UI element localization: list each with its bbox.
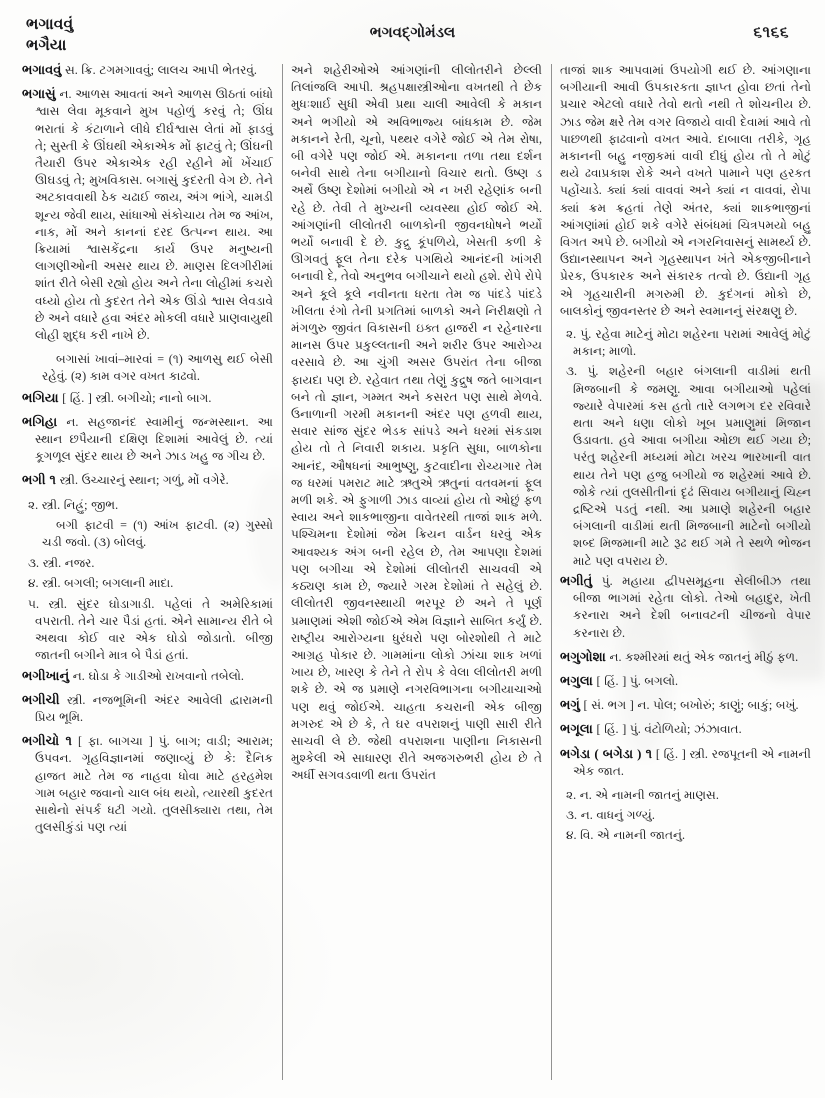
entry-sense: [560, 827, 811, 844]
entry-sense: [22, 596, 273, 665]
entry-headword: ભગાસું: [22, 87, 56, 102]
entry-headword: ભગીચી: [22, 692, 60, 707]
page-number: ૬૧૬૬: [753, 24, 789, 41]
dictionary-entry: [22, 86, 273, 344]
dictionary-entry: [22, 390, 273, 407]
book-title: ભગવદ્ગોમંડલ: [369, 25, 456, 41]
entry-text: ૨. સ્ત્રી. નિહ્રું; જીભ.: [28, 497, 119, 512]
entry-example: [22, 517, 273, 551]
entry-headword: ભગીચો ૧: [22, 734, 72, 749]
entry-text: ન. આળસ આવતાં અને આળસ ઊઠતાં બાંધો શ્વાસ લેવા મૂકવાને મુખ પહોળું કરવું તે; ઊંઘ ભરાતાં કે કંટાળાને લીધે દીર્ઘશ્વાસ લેતાં મોં ફાડવું તે; સુસ્તી કે ઊંઘથી એકાએક મોં ફાટવું તે; ઊંઘની તૈયારી ઉપર એકાએક રહી રહીને મોં ખેંચાઈ ઊઘડવું તે; મુખવિકાસ. બગાસું કુદરતી વેગ છે. તેને અટકાવવાથી ઠેક ચઢાઈ જાય, અંગ ભાંગે, ચામડી શૂન્ય જેવી થાય, સાંધાઓ સંકોચાય તેમ જ આંખ, નાક, મોં અને કાનનાં દરદ ઉત્પન્ન થાય. આ ક્રિયામાં શ્વાસકેંદ્રના કાર્ય ઉપર મનુષ્યની લાગણીઓની અસર થાય છે. માણસ દિલગીરીમાં શાંત રીતે બેસી રહ્યો હોય અને તેના લોહીમાં કચરો વધ્યો હોય તો કુદરત તેને એક ઊંડો શ્વાસ લેવડાવે છે અને વધારે હવા અંદર મોકલી વધારે પ્રાણવાયુથી લોહી શુદ્ધ કરી નાખે છે.: [35, 87, 273, 343]
dictionary-entry: [22, 668, 273, 685]
entry-headword: ભગુલા: [560, 673, 593, 688]
entry-sense: [560, 807, 811, 824]
entry-headword: ભગેડા ( બગેડા ) ૧: [560, 746, 653, 761]
dictionary-entry: [560, 649, 811, 666]
text-column-1: [18, 62, 283, 1090]
entry-sense: [22, 497, 273, 514]
dictionary-entry: [560, 746, 811, 780]
entry-text: ન. સહજાનંદ સ્વામીનું જન્મસ્થાન. આ સ્થાન છપૈયાની દક્ષિણ દિશામાં આવેલું છે. ત્યાં કૂગળૂલ સુંદર થાય છે અને ઝાડ ખહુ જ ગીચ છે.: [35, 414, 273, 464]
dictionary-entry: [22, 62, 273, 79]
guide-word-last: ભગૈયા: [26, 37, 67, 54]
text-column-3: [552, 62, 813, 1090]
entry-text: ૩. પું. શહેરની બહાર બંગલાની વાડીમાં થતી મિજબાની કે જમણુ. આવા બગીયાઓ પહેલાં જ્યારે વેપારમાં કસ હતો તારે લગભગ દર રવિવારે થતા અને ધણા લોકો ખૂબ પ્રમાણુમાં મિજાન ઉડાવતા. હવે આવા બગીયા ઓછા થઈ ગયા છે; પરંતુ શહેરની મધ્યમાં મોટા ખરચ ભારખાની વાત થાય તેને પણ હજુ બગીયો જ શહેરમાં આવે છે. જોકે ત્યાં તુલસીતીનાં દૃઢં સિવાય બગીયાનું ચિહ્ન દ્રષ્ટિએ પડતું નથી. આ પ્રમાણે શહેરની બહાર બંગલાની વાડીમાં થતી મિજબાની માટેનો બગીયો શબ્દ મિજમાની માટે રૂઢ થઈ ગમે તે સ્થળે ભોજન માટે પણ વપરાય છે.: [566, 364, 811, 568]
entry-text: બગી ફાટવી = (૧) આંખ ફાટવી. (૨) ગુસ્સો ચડી જવો. (૩) બોલવું.: [42, 517, 273, 550]
entry-text: ૩. ન. વાધનું ગળ્યું.: [566, 808, 655, 823]
dictionary-entry: [22, 692, 273, 726]
column-container: [18, 62, 813, 1090]
entry-headword: ભગું: [560, 698, 580, 713]
entry-text: ન. ઘોડા કે ગાડીઓ રાખવાનો તબેલો.: [69, 668, 244, 683]
dictionary-entry: [560, 573, 811, 642]
dictionary-entry: [22, 733, 273, 836]
entry-headword: ભગિહા: [22, 414, 58, 429]
entry-text: [ હિં. ] સ્ત્રી. બગીચો; નાનો બાગ.: [58, 390, 212, 405]
entry-text: [ હિં. ] પું. વંટોળિયો; ઝંઝાવાત.: [592, 722, 742, 737]
entry-continuation: [560, 62, 811, 320]
entry-text: ન. કશ્મીરમાં થતું એક જાતનું મીઠું ફળ.: [605, 649, 799, 664]
entry-sense: [22, 575, 273, 592]
entry-headword: ભગીતું: [560, 573, 593, 588]
entry-sense: [22, 555, 273, 572]
entry-text: ૩. સ્ત્રી. નજર.: [28, 556, 95, 571]
entry-text: સ્ત્રી. નજભૂમિની અંદર આવેલી દ્વારામની પ્રિય ભૂમિ.: [35, 692, 273, 724]
entry-text: સ. ક્રિ. ટગમગાવવું; લાલચ આપી ભેતરવું.: [61, 63, 257, 77]
entry-text: પું. મહાયા દ્વીપસમૂહના સેલીબીઝ તથા બીજા ભાગમાં રહેતા લોકો. તેઓ બહાદુર, ખેતી કરનારા અને દેશી બનાવટની ચીજનો વેપાર કરનારા છે.: [573, 573, 811, 640]
entry-text: ૫. સ્ત્રી. સુંદર ઘોડાગાડી. પહેલાં તે અમેરિકામાં વપરાતી. તેને ચાર પૈડાં હતાં. એને સામાન્ય રીતે બે અથવા કોઈ વાર એક ઘોડો જોડાતો. બીજી જાતની બગીને માત્ર બે પૈડાં હતાં.: [28, 596, 273, 663]
dictionary-entry: [22, 472, 273, 489]
entry-text: ૪. વિ. એ નામની જાતનું.: [566, 828, 686, 843]
entry-text: સ્ત્રી. ઉચ્ચારનું સ્થાન; ગળું, મોં વગેરે.: [55, 473, 229, 488]
dictionary-entry: [560, 673, 811, 690]
entry-text: બગાસાં ખાવાં–મારવાં = (૧) આળસુ થઈ બેસી રહેવું. (૨) કામ વગર વખત કાઢવો.: [42, 352, 273, 384]
entry-headword: ભગિયા: [22, 390, 59, 405]
entry-continuation: [291, 62, 542, 785]
entry-headword: ભગુગોશા: [560, 649, 606, 664]
entry-sense: [560, 787, 811, 804]
entry-text: ૨. પું. રહેવા માટેનું મોટા શહેરના પરામાં આવેલું મોટું મકાન; માળો.: [566, 327, 811, 359]
entry-sense: [560, 326, 811, 360]
entry-text: અને શહેરીઓએ આંગણાંની લીલોતરીને છેલ્લી તિલાંજલિ આપી. શ્રહપક્ષાસ્ત્રીઓના વખતથી તે છેક મુધઃશાર્ઇ સુધી એવી પ્રથા ચાલી આવેલી કે મકાન અને ભગીયો એ અવિભાજ્ય બાંધકામ છે. જેમ મકાનને રેતી, ચૂનો, પથ્થર વગેરે જોઈ એ તેમ રોષા, બી વગેરે પણ જોઈ એ. મકાનના તળા તથા દર્શન બનેવી સાથે તેના બગીયાનો વિચાર થતો. ઉષ્ણ ડ અર્થે ઉષ્ણ દેશોમાં બગીયો એ ન ખરી રહેણાંક બની રહે છે. તેવી તે મુખ્યની વ્યવસ્થા હોઈ જોઈ એ. આંગણાંની લીલોતરી બાળકોની જીવનધોષને ભર્યો ભર્યો બનાવી દે છે. કુદ્રુ કૂંપળિયે, ખેસતી કળી કે ઊગવતું ફૂલ તેના દરેક પગથિયે આનંદની ખાંગરી બનાવી દે, તેવો અનુભવ બગીચાને થયો હશે. રોપે રોપે અને કૂલે કૂલે નવીનતા ધરતા તેમ જ પાંદડે પાંદડે ખીલતા રંગો તેની પ્રગતિમાં બાળકો અને નિરીક્ષણો તે મંગળુરુ જીવંત વિકાસની ઇક્ત હાજરી ન રહેનારના માનસ ઉપર પ્રકુલ્લતાની અને શરીર ઉપર આરોગ્ય વરસાવે છે. આ ચુંગી અસર ઉપરાંત તેના બીજા ફાયદા પણ છે. રહેવાત તથા તેણું કુદ્રુષ જતે બાગવાન બને તો જ્ઞાન, ગમ્મત અને કસરત પણ સાથે મેળવે. ઉનાળાની ગરમી મકાનની અંદર પણ હળવી થાય, સવાર સાંજ સુંદર ભેડક સાંપડે અને ધરમાં સંકડાશ હોય તો તે નિવારી શકાય. પ્રકૃતિ સુધા, બાળકોના આનંદ, ઔષધનાં આભુષ્ણુ, કુટવાદીના રોચ્યગાર તેમ જ ધરમાં પમરાટ માટે ઋતુએ ઋતુનાં વતવમનાં ફૂલ મળી શકે. એ ફુગાળી ઝાડ વાવ્યાં હોય તો ઓછું ફળ સ્વાય અને શાકભાજીના વાવેતરથી તાજાં શાક મળે. પશ્ચિમના દેશોમાં જેમ ક્રિયન વાર્ડન ધરવું એક આવશ્યક અંગ બની રહેલ છે, તેમ આપણા દેશમાં પણ બગીચા એ દેશોમાં લીલોતરી સાચવવી એ કઠ્યણ કામ છે, જ્યારે ગરમ દેશોમાં તે સહેલું છે. લીલોતરી જીવનસ્થાયી ભરપૂર છે અને તે પૂર્ણ પ્રમાણમાં એશી જોઈએ એમ વિજ્ઞાને સાબિત કર્યું છે. રાષ્ટ્રીય આરોગ્યના ધુરંધરો પણ બોરશોથી તે માટે આગ્રહ પોકાર છે. ગામમાંના લોકો ઝાંચા શાક ખળાં ખાય છે, ખારણ કે તેને તે રોપ કે વેલા લીલોતરી મળી શકે છે. એ જ પ્રમાણે નગરવિભાગના બગીયાચાઓ પણ થવું જોઈએ. ચાહતા કચરાની એક બીજી મગરુદ એ છે કે, તે ઘર વપરાશનું પાણી સારી રીતે સાચવી લે છે. જેથી વપરાશના પાણીના નિકાસની મુશ્કેલી એ સાધારણ રીતે અજગરુભરી હોય છે તે અર્ધી સગવડવાળી થતા ઉપરાંત: [291, 63, 542, 783]
entry-sense: [560, 363, 811, 569]
entry-text: ૪. સ્ત્રી. બગલી; બગલાની માદા.: [28, 576, 174, 591]
entry-text: ૨. ન. એ નામની જાતનું માણસ.: [566, 787, 719, 802]
entry-example: [22, 351, 273, 385]
dictionary-entry: [22, 414, 273, 466]
entry-text: [ સં. ભગ ] ન. પોલ; બખોરું; કાણું; બાકું; બખું.: [579, 698, 799, 713]
entry-text: તાજાં શાક આપવામાં ઉપયોગી થઈ છે. આંગણાના બગીયાની આવી ઉપકારકતા જ્ઞાપ્ત હોવા છતાં તેનો પ્રચાર એટલો વધારે તેવો થતો નથી તે શોચનીય છે. ઝાડ જેમ ક્ષરે તેમ વગર વિજાયે વાવી દેવામાં આવે તો પાછળથી ફાઢવાનો વખત આવે. દાબાલા તરીકે, ગૃહ મકાનની બહુ નજીકમાં વાવી દીધું હોય તો તે મોટું થયે ઢવાપ્રકાશ રોકે અને વખતે પામાને પણ હરકત પહોંચાડે. ક્યાંં ક્યાં વાવવાં અને ક્યાં ન વાવવાં, રોપા ક્યાં ક્રમ ક્રહતાં તેણે અંતર, ક્યાં શાકભાજીનાં આંગણાંમાં હોઈ શકે વગેરે સંબંધમાં ચિત્રપમયો બહુ વિગત અપે છે. બગીયો એ નગરનિવાસનું સામર્થ્ય છે. ઉદ્યાનસ્થાપન અને ગૃહસ્થાપન ખંતે એકજીબીનાને પ્રેરક, ઉપકારક અને સંકારક તત્વો છે. ઉદ્યાની ગૃહ એ ગૃહચારીની મગરુમી છે. કુદંગનાં મોકો છે, બાલકોનું જીવનસ્તર છે અને સ્વમાનનું સંરક્ષણુ છે.: [560, 63, 811, 318]
entry-text: [ હિં. ] પું. બગલો.: [592, 673, 679, 688]
entry-headword: ભગીખાનું: [22, 668, 70, 683]
entry-text: [ હિં. ] સ્ત્રી. રજપૂતની એ નામની એક જાત.: [573, 746, 812, 778]
entry-headword: ભગી ૧: [22, 473, 56, 488]
entry-headword: ભગાવવું: [22, 63, 62, 77]
entry-text: [ ફા. બાગચા ] પું. બાગ; વાડી; આરામ; ઉપવન. ગૃહવિજ્ઞાનમાં જણાવ્યું છે કે: દૈનિક હાજત માટે તેમ જ નાહવા ધોવા માટે હરહમેશ ગામ બહાર જવાનો ચાલ બંધ થયો, ત્યારથી કુદરત સાથેનો સંપર્ક ધટી ગયો. તુલસીક્યારા તથા, તેમ તુલસીકુંડાં પણ ત્યાં: [35, 734, 273, 835]
guide-word-first: ભગાવવું: [26, 16, 74, 33]
entry-headword: ભગૂલા: [560, 722, 593, 737]
text-column-2: [283, 62, 552, 1090]
dictionary-entry: [560, 721, 811, 738]
dictionary-entry: [560, 697, 811, 714]
